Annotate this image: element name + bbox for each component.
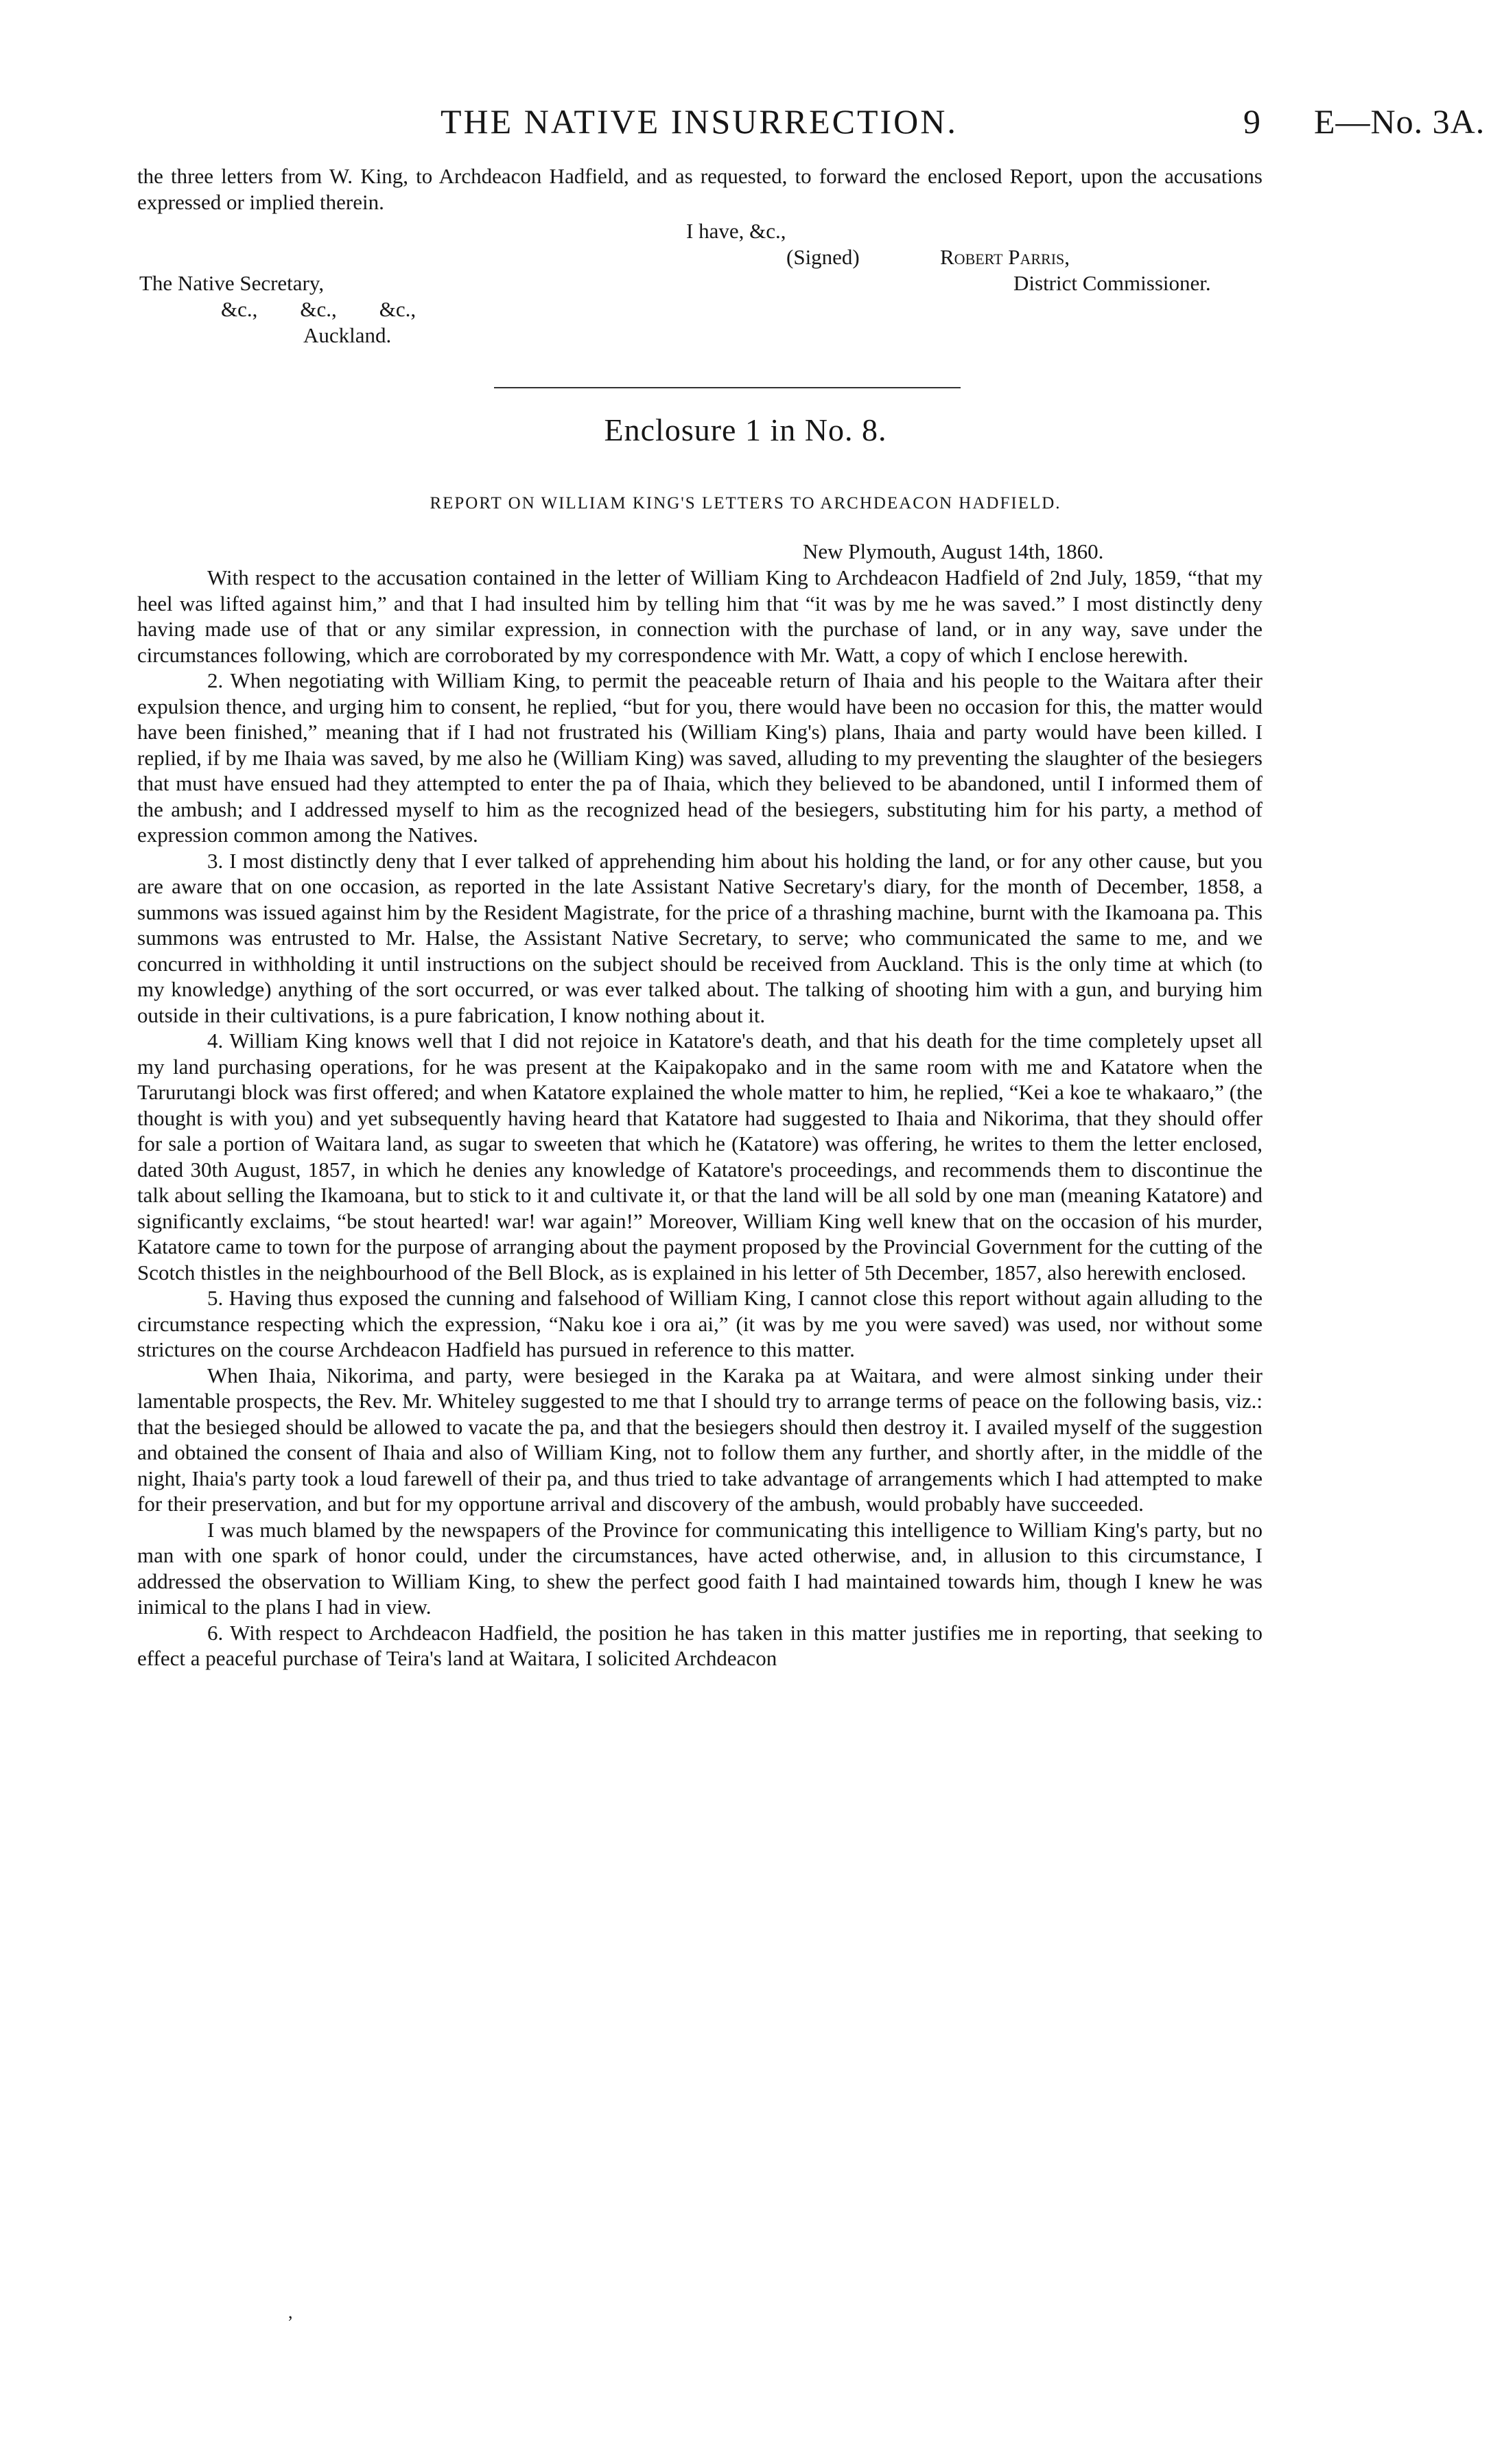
report-body <box>137 565 1263 1671</box>
signed-label: (Signed) <box>786 245 860 269</box>
closing-line: I have, &c., <box>686 219 786 243</box>
signatory-name: Robert Parris, <box>940 245 1070 269</box>
section-divider <box>494 387 961 388</box>
page-number: 9 <box>1243 102 1260 141</box>
intro-paragraph: the three letters from W. King, to Archdeacon Hadfield, and as requested, to forward the enclosed Report, upon the accusations expressed or implied therein. <box>137 164 1263 214</box>
dateline: New Plymouth, August 14th, 1860. <box>803 539 1104 563</box>
report-paragraph: 5. Having thus exposed the cunning and falsehood of William King, I cannot close this report without again alluding to the circumstance respecting which the expression, “Naku koe i ora ai,” (it was by me you were saved) was used, nor without some strictures on the course Archdeacon Hadfield has pursued in reference to this matter. <box>137 1286 1263 1361</box>
report-paragraph: When Ihaia, Nikorima, and party, were besieged in the Karaka pa at Waitara, and were almost sinking under their lamentable prospects, the Rev. Mr. Whiteley suggested to me that I should try to arrange terms of peace on the following basis, viz.: that the besieged should be allowed to vacate the pa, and that the besiegers should then destroy it. I availed myself of the suggestion and obtained the consent of Ihaia and also of William King, not to follow them any further, and shortly after, in the middle of the night, Ihaia's party took a loud farewell of their pa, and thus tried to take advantage of arrangements which I had attempted to make for their preservation, and but for my opportune arrival and discovery of the ambush, would probably have succeeded. <box>137 1363 1263 1516</box>
report-paragraph: 3. I most distinctly deny that I ever talked of apprehending him about his holding the land, or for any other cause, but you are aware that on one occasion, as reported in the late Assistant Native Secretary's diary, for the month of December, 1858, a summons was issued against him by the Resident Magistrate, for the price of a thrashing machine, burnt with the Ikamoana pa. This summons was entrusted to Mr. Halse, the Assistant Native Secretary, to serve; who communicated the same to me, and we concurred in withholding it until instructions on the subject should be received from Auckland. This is the only time at which (to my knowledge) anything of the sort occurred, or was ever talked about. The talking of shooting him with a gun, and burying him outside in their cultivations, is a pure fabrication, I know nothing about it. <box>137 848 1263 1027</box>
header-title: THE NATIVE INSURRECTION. <box>441 102 958 141</box>
addressee-line-3: Auckland. <box>303 323 392 347</box>
document-code: E—No. 3A. <box>1314 102 1486 141</box>
report-paragraph: 6. With respect to Archdeacon Hadfield, the position he has taken in this matter justifies me in reporting, that seeking to effect a peaceful purchase of Teira's land at Waitara, I solicited Archdeacon <box>137 1620 1263 1670</box>
report-paragraph: 2. When negotiating with William King, to permit the peaceable return of Ihaia and his people to the Waitara after their expulsion thence, and urging him to consent, he replied, “but for you, there would have been no occasion for this, the matter would have been finished,” meaning that if I had not frustrated his (William King's) plans, Ihaia and party would have been killed. I replied, if by me Ihaia was saved, by me also he (William King) was saved, alluding to my preventing the slaughter of the besiegers that must have ensued had they attempted to enter the pa of Ihaia, which they believed to be abandoned, until I informed them of the ambush; and I addressed myself to him as the recognized head of the besiegers, substituting him for his party, a method of expression common among the Natives. <box>137 668 1263 847</box>
report-paragraph: With respect to the accusation contained in the letter of William King to Archdeacon Hadfield of 2nd July, 1859, “that my heel was lifted against him,” and that I had insulted him by telling him that “it was by me he was saved.” I most distinctly deny having made use of that or any similar expression, in connection with the purchase of land, or in any way, save under the circumstances following, which are corroborated by my correspondence with Mr. Watt, a copy of which I enclose herewith. <box>137 565 1263 667</box>
addressee-line-1: The Native Secretary, <box>139 271 325 295</box>
addressee-line-2: &c., &c., &c., <box>221 297 416 321</box>
signatory-title: District Commissioner. <box>1013 271 1211 295</box>
intro-block <box>137 163 1263 215</box>
running-header <box>0 102 1491 150</box>
report-paragraph: 4. William King knows well that I did not rejoice in Katatore's death, and that his death for the time completely upset all my land purchasing operations, for he was present at the Kaipakopako and in the same room with me and Katatore when the Tarurutangi block was first offered; and when Katatore explained the whole matter to him, he replied, “Kei a koe te whakaaro,” (the thought is with you) and yet subsequently having heard that Katatore had suggested to Ihaia and Nikorima, that they should offer for sale a portion of Waitara land, as sugar to sweeten that which he (Katatore) was offering, he writes to them the letter enclosed, dated 30th August, 1857, in which he denies any knowledge of Katatore's proceedings, and recommends them to discontinue the talk about selling the Ikamoana, but to stick to it and cultivate it, or that the land will be all sold by one man (meaning Katatore) and significantly exclaims, “be stout hearted! war! war again!” Moreover, William King well knew that on the occasion of his murder, Katatore came to town for the purpose of arranging about the payment proposed by the Provincial Government for the cutting of the Scotch thistles in the neighbourhood of the Bell Block, as is explained in his letter of 5th December, 1857, also herewith enclosed. <box>137 1029 1263 1284</box>
enclosure-subtitle: REPORT ON WILLIAM KING'S LETTERS TO ARCHDEACON HADFIELD. <box>430 494 1061 513</box>
report-paragraph: I was much blamed by the newspapers of the Province for communicating this intelligence to William King's party, but no man with one spark of honor could, under the circumstances, have acted otherwise, and, in allusion to this circumstance, I addressed the observation to William King, to shew the perfect good faith I had maintained towards him, though I knew he was inimical to the plans I had in view. <box>137 1517 1263 1619</box>
stray-mark: , <box>288 2302 293 2322</box>
enclosure-title: Enclosure 1 in No. 8. <box>604 412 887 447</box>
